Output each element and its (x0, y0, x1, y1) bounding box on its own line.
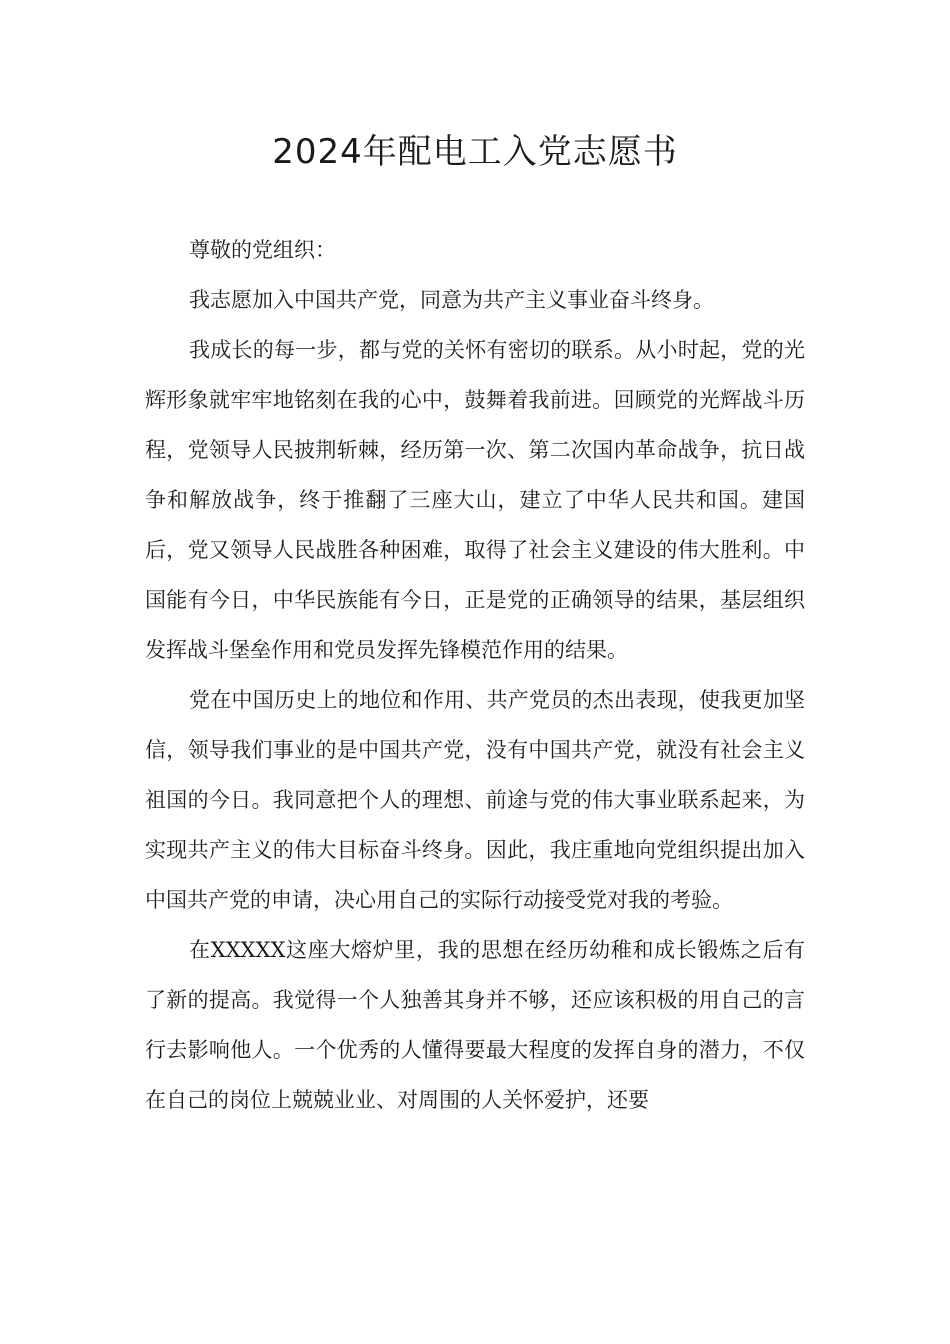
document-body (145, 225, 805, 1125)
salutation: 尊敬的党组织： (189, 238, 336, 262)
document-title: 2024年配电工入党志愿书 (272, 132, 678, 172)
paragraph-improvement: 在XXXXX这座大熔炉里，我的思想在经历幼稚和成长锻炼之后有了新的提高。我觉得一个人独善其身并不够，还应该积极的用自己的言行去影响他人。一个优秀的人懂得要最大程度的发挥自身的潜力，不仅在自己的岗位上兢兢业业、对周围的人关怀爱护，还要 (145, 938, 805, 1112)
paragraph-belief: 党在中国历史上的地位和作用、共产党员的杰出表现，使我更加坚信，领导我们事业的是中国共产党，没有中国共产党，就没有社会主义祖国的今日。我同意把个人的理想、前途与党的伟大事业联系起来，为实现共产主义的伟大目标奋斗终身。因此，我庄重地向党组织提出加入中国共产党的申请，决心用自己的实际行动接受党对我的考验。 (145, 688, 805, 912)
paragraph-declaration: 我志愿加入中国共产党，同意为共产主义事业奋斗终身。 (189, 288, 714, 312)
paragraph-growth: 我成长的每一步，都与党的关怀有密切的联系。从小时起，党的光辉形象就牢牢地铭刻在我的心中，鼓舞着我前进。回顾党的光辉战斗历程，党领导人民披荆斩棘，经历第一次、第二次国内革命战争，抗日战争和解放战争，终于推翻了三座大山，建立了中华人民共和国。建国后，党又领导人民战胜各种困难，取得了社会主义建设的伟大胜利。中国能有今日，中华民族能有今日，正是党的正确领导的结果，基层组织发挥战斗堡垒作用和党员发挥先锋模范作用的结果。 (145, 338, 805, 662)
